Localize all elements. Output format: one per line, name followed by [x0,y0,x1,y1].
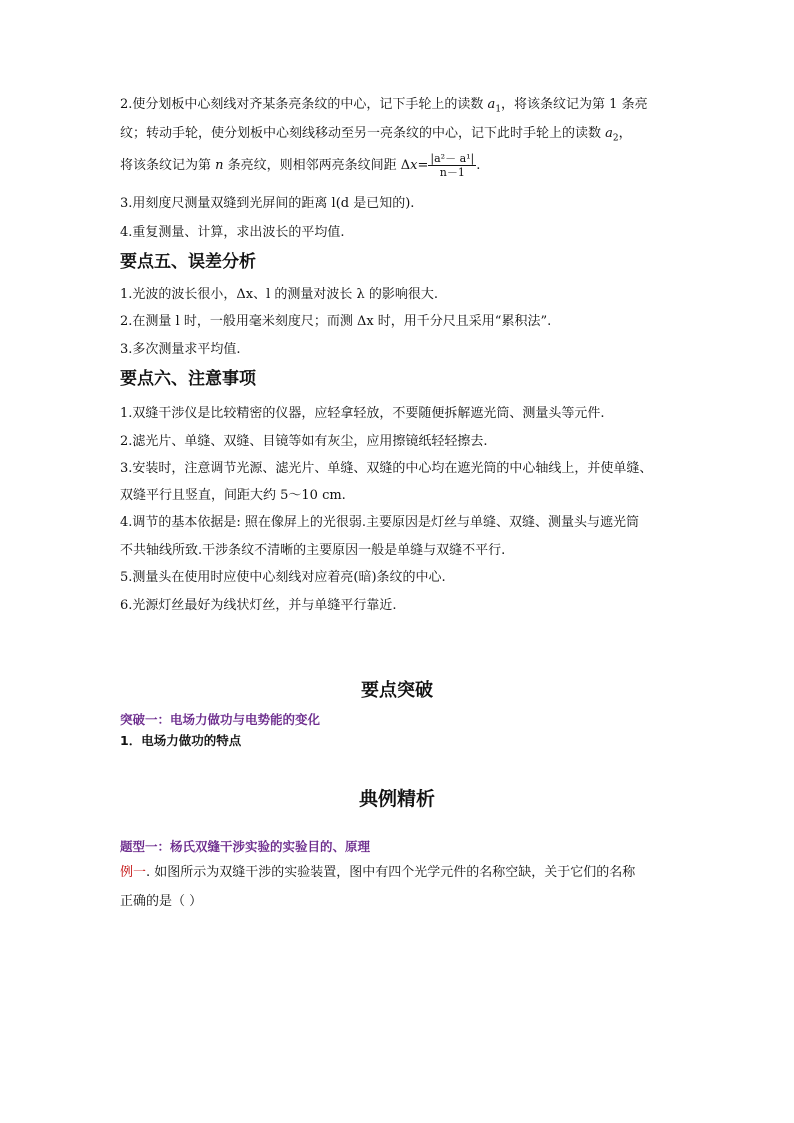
section6-item: 2.滤光片、单缝、双缝、目镜等如有灰尘，应用擦镜纸轻轻擦去. [120,434,488,449]
breakthrough-title: 要点突破 [361,680,433,701]
section5-item: 3.多次测量求平均值. [120,342,241,357]
step2-line1: 2.使分划板中心刻线对齐某条亮条纹的中心，记下手轮上的读数 $a_1$，将该条纹记为第 1 条亮 [120,97,648,115]
section5-item: 2.在测量 l 时，一般用毫米刻度尺；而测 Δx 时，用千分尺且采用“累积法”. [120,314,552,329]
section6-item: 6.光源灯丝最好为线状灯丝，并与单缝平行靠近. [120,598,397,613]
examples-title: 典例精析 [358,788,435,810]
step3: 3.用刻度尺测量双缝到光屏间的距离 l(d 是已知的). [120,196,415,211]
section6-item: 1.双缝干涉仪是比较精密的仪器，应轻拿轻放，不要随便拆解遮光筒、测量头等元件. [120,406,605,421]
breakthrough-point: 1．电场力做功的特点 [120,733,242,748]
section6-heading: 要点六、注意事项 [120,369,256,389]
section6-item: 5.测量头在使用时应使中心刻线对应着亮(暗)条纹的中心. [120,570,446,585]
fringe-spacing-fraction: $\frac{\text{|a²－ a¹|}}{n-1}$ [430,152,475,179]
example-1-line1: 例一. 如图所示为双缝干涉的实验装置，图中有四个光学元件的名称空缺，关于它们的名称 [120,865,636,880]
breakthrough-subheading: 突破一：电场力做功与电势能的变化 [120,712,321,727]
example-label: 例一 [120,865,147,880]
example-1-line2: 正确的是（ ） [120,894,203,909]
step4: 4.重复测量、计算，求出波长的平均值. [120,225,345,240]
section6-item: 3.安装时，注意调节光源、滤光片、单缝、双缝的中心均在遮光筒的中心轴线上，并使单缝、 [120,461,653,476]
section5-item: 1.光波的波长很小，Δx、l 的测量对波长 λ 的影响很大. [120,287,439,302]
section6-item: 不共轴线所致.干涉条纹不清晰的主要原因一般是单缝与双缝不平行. [120,543,506,558]
section5-heading: 要点五、误差分析 [120,252,256,272]
section6-item: 双缝平行且竖直，间距大约 5～10 cm. [120,488,346,503]
question-type-heading: 题型一：杨氏双缝干涉实验的实验目的、原理 [120,839,371,854]
step2-line3: 将该条纹记为第 n 条亮纹，则相邻两亮条纹间距 Δx= $\frac{\text{|a²－ a¹|}}{n-1}$ . [120,152,481,179]
step2-line2: 纹；转动手轮，使分划板中心刻线移动至另一亮条纹的中心，记下此时手轮上的读数 $a_2$， [120,126,632,144]
section6-item: 4.调节的基本依据是: 照在像屏上的光很弱.主要原因是灯丝与单缝、双缝、测量头与遮光筒 [120,515,640,530]
